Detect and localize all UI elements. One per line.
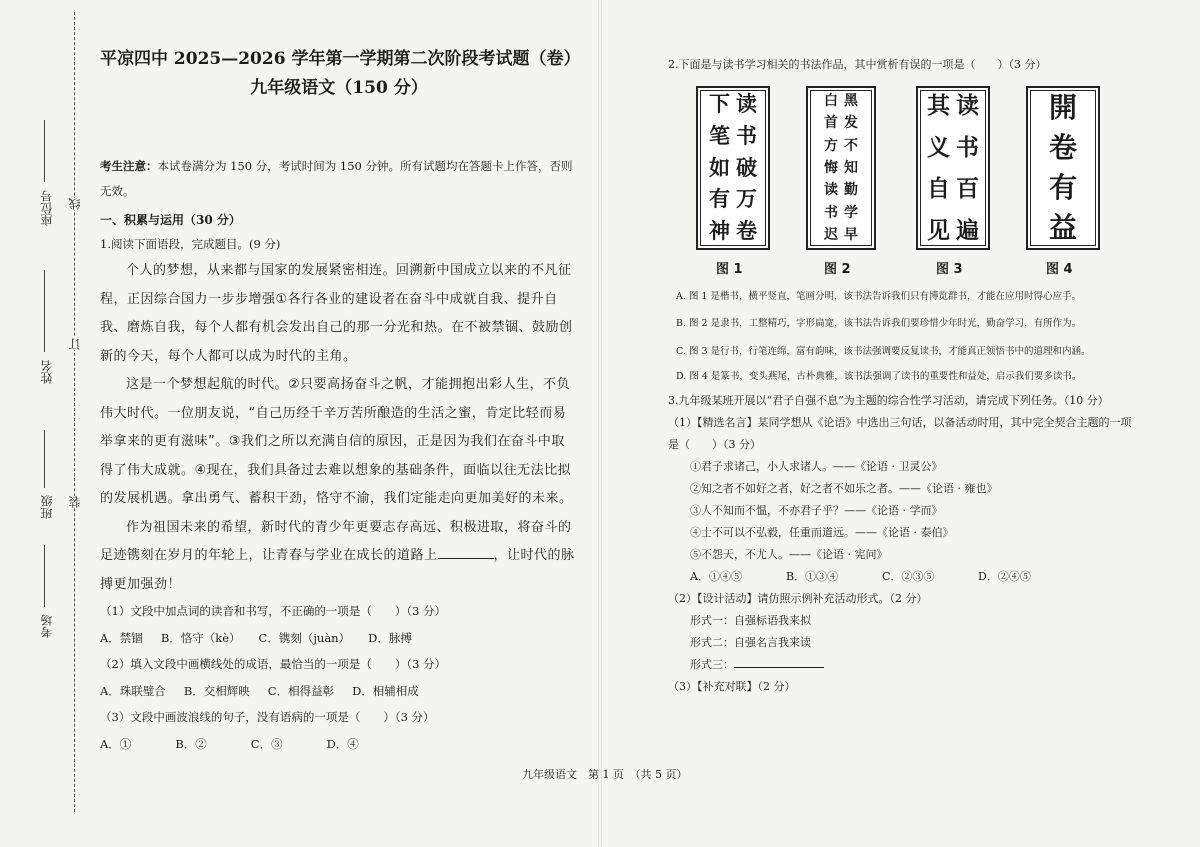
figure-label-4: 图 4 xyxy=(1046,262,1073,277)
figure-label-1: 图 1 xyxy=(716,262,743,277)
calligraphy-column xyxy=(736,94,757,242)
subquestion-3-2: （2）【设计活动】请仿照示例补充活动形式。（2 分） xyxy=(668,592,928,605)
form-2: 形式二：自强名言我来读 xyxy=(690,636,811,649)
name-blank xyxy=(44,270,45,352)
name-label: 姓名 xyxy=(40,360,54,384)
class-label: 班级 xyxy=(40,495,54,519)
option: A．禁锢 xyxy=(100,631,143,645)
option: C．相得益彰 xyxy=(267,684,335,698)
class-blank xyxy=(44,430,45,488)
calligraphy-char: 早 xyxy=(844,226,858,243)
calligraphy-fig-2 xyxy=(806,86,876,250)
calligraphy-char: 益 xyxy=(1048,211,1077,244)
quote-3: ③人不知而不愠，不亦君子乎？——《论语 · 学而》 xyxy=(690,504,943,517)
calligraphy-char: 勤 xyxy=(844,182,858,199)
calligraphy-column xyxy=(709,94,730,242)
notice-label: 考生注意： xyxy=(100,159,158,173)
calligraphy-char: 读 xyxy=(956,92,979,119)
calligraphy-char: 学 xyxy=(844,204,858,221)
calligraphy-char: 读 xyxy=(736,92,757,116)
calligraphy-column xyxy=(927,94,950,242)
calligraphy-column xyxy=(956,94,979,242)
binding-line-char: 线 xyxy=(68,198,82,210)
subquestion-1-3: （3）文段中画波浪线的句子，没有语病的一项是（ ）（3 分） xyxy=(100,710,435,724)
calligraphy-char: 迟 xyxy=(824,226,838,243)
seat-blank xyxy=(44,120,45,182)
option: C．②③⑤ xyxy=(882,570,935,583)
passage-paragraph-2: 这是一个梦想起航的时代。②只要高扬奋斗之帆，才能拥抱出彩人生，不负伟大时代。一位朋友说，“自己历经千辛万苦所酿造的生活之蜜，肯定比轻而易举拿来的更有滋味”。③我们之所以充满自信的原因，正是因为我们在奋斗中取得了伟大成就。④现在，我们具备过去难以想象的基础条件，面临以往无法比拟的发展机遇。拿出勇气、蓄积干劲，恪守不渝，我们定能走向更加美好的未来。 xyxy=(100,377,573,506)
exam-title: 平凉四中 2025—2026 学年第一学期第二次阶段考试题（卷） xyxy=(100,49,581,69)
option: D．④ xyxy=(326,737,359,751)
page-footer: 九年级语文 第 1 页 （共 5 页） xyxy=(522,768,688,781)
passage-paragraph-1: 个人的梦想，从来都与国家的发展紧密相连。回溯新中国成立以来的不凡征程，正因综合国力一步步增强①各行各业的建设者在奋斗中成就自我、提升自我、磨炼自我，每个人都有机会发出自己的那一分光和热。在不被禁锢、鼓励创新的今天，每个人都可以成为时代的主角。 xyxy=(100,263,573,364)
calligraphy-char: 发 xyxy=(844,115,858,132)
calligraphy-fig-4 xyxy=(1026,86,1100,250)
question-2-option-b: B. 图 2 是隶书，工整精巧，字形扁宽，该书法告诉我们要珍惜少年时光，勤奋学习，有所作为。 xyxy=(676,318,1082,329)
calligraphy-char: 其 xyxy=(927,92,950,119)
calligraphy-char: 读 xyxy=(824,182,838,199)
subquestion-1-1-options xyxy=(100,624,578,652)
quote-5: ⑤不怨天，不尤人。——《论语 · 宪问》 xyxy=(690,548,888,561)
option: D．②④⑤ xyxy=(978,570,1031,583)
question-2-stem: 2.下面是与读书学习相关的书法作品，其中赏析有误的一项是（ ）（3 分） xyxy=(668,58,1047,71)
passage-p3-start: 作为祖国未来的希望，新时代的青少年更要志存高远、积极进取，将奋斗的足迹镌刻在岁月的年轮上，让青春与学业在成长的道路上 xyxy=(100,519,572,563)
binding-dashed-line xyxy=(74,12,75,812)
question-3-block xyxy=(668,390,1138,698)
section-one-heading: 一、积累与运用（30 分） xyxy=(100,213,241,227)
calligraphy-char: 书 xyxy=(824,204,838,221)
calligraphy-fig-1 xyxy=(696,86,770,250)
binding-ding-char: 订 xyxy=(68,338,82,350)
quote-2: ②知之者不如好之者，好之者不如乐之者。——《论语 · 雍也》 xyxy=(690,482,998,495)
calligraphy-char: 悔 xyxy=(824,159,838,176)
exam-notice xyxy=(100,154,578,204)
calligraphy-char: 破 xyxy=(736,155,757,180)
option: C．镌刻（juàn） xyxy=(258,631,351,645)
calligraphy-char: 自 xyxy=(927,175,950,203)
calligraphy-char: 有 xyxy=(1048,171,1077,204)
calligraphy-char: 下 xyxy=(709,92,730,116)
option: A．珠联璧合 xyxy=(100,684,166,698)
figure-label-2: 图 2 xyxy=(824,262,851,277)
calligraphy-char: 义 xyxy=(927,133,950,161)
question-3-stem: 3.九年级某班开展以“君子自强不息”为主题的综合性学习活动，请完成下列任务。（10 分） xyxy=(668,394,1109,407)
room-label: 考场 xyxy=(40,614,54,638)
option: D．相辅相成 xyxy=(352,684,419,698)
form-3 xyxy=(668,654,1138,676)
calligraphy-char: 有 xyxy=(709,187,730,212)
calligraphy-row xyxy=(696,86,1116,256)
option: D．脉搏 xyxy=(368,631,412,645)
calligraphy-char: 方 xyxy=(824,137,838,154)
question-2-option-a: A. 图 1 是楷书，横平竖直，笔画分明，该书法告诉我们只有博览群书，才能在应用时得心应手。 xyxy=(676,291,1081,302)
quote-options xyxy=(668,566,1138,588)
exam-subtitle: 九年级语文（150 分） xyxy=(250,78,428,98)
calligraphy-char: 遍 xyxy=(956,216,979,244)
binding-zhuang-char: 装 xyxy=(68,496,82,508)
question-1-stem: 1.阅读下面语段，完成题目。(9 分) xyxy=(100,237,281,251)
notice-text: 本试卷满分为 150 分，考试时间为 150 分钟。所有试题均在答题卡上作答，否则无效。 xyxy=(100,159,573,198)
calligraphy-char: 见 xyxy=(927,216,950,244)
room-blank xyxy=(44,545,45,607)
subquestion-3-3: （3）【补充对联】（2 分） xyxy=(668,680,796,693)
form-1: 形式一：自强标语我来拟 xyxy=(690,614,811,627)
option: B．恪守（kè） xyxy=(160,631,241,645)
calligraphy-char: 百 xyxy=(956,175,979,203)
question-1-passage xyxy=(100,257,578,599)
calligraphy-fig-3 xyxy=(916,86,990,250)
calligraphy-char: 白 xyxy=(824,93,838,109)
calligraphy-char: 书 xyxy=(956,133,979,161)
seat-label: 座位号 xyxy=(40,190,54,226)
calligraphy-column xyxy=(1048,91,1077,244)
calligraphy-char: 卷 xyxy=(1048,131,1077,164)
calligraphy-char: 神 xyxy=(709,219,730,243)
calligraphy-char: 不 xyxy=(844,137,858,154)
calligraphy-char: 卷 xyxy=(736,219,757,243)
calligraphy-char: 開 xyxy=(1048,91,1077,124)
subquestion-3-1: （1）【精选名言】某同学想从《论语》中选出三句话，以备活动时用，其中完全契合主题的一项是（ ）（3 分） xyxy=(668,416,1132,451)
calligraphy-char: 万 xyxy=(736,187,757,212)
calligraphy-char: 书 xyxy=(736,123,757,148)
quote-1: ①君子求诸己，小人求诸人。——《论语 · 卫灵公》 xyxy=(690,460,943,473)
option: B．② xyxy=(175,737,207,751)
answer-blank xyxy=(438,546,494,559)
option: C．③ xyxy=(250,737,283,751)
calligraphy-char: 首 xyxy=(824,115,838,132)
calligraphy-column xyxy=(844,94,858,242)
option: B．交相辉映 xyxy=(183,684,250,698)
subquestion-1-1: （1）文段中加点词的读音和书写，不正确的一项是（ ）（3 分） xyxy=(100,604,447,618)
form-3-blank xyxy=(734,656,824,668)
option: B．①③④ xyxy=(786,570,839,583)
subquestion-1-3-options xyxy=(100,730,578,758)
passage-p3-end: ，让时代的脉搏更加强劲！ xyxy=(100,548,575,592)
option: A．① xyxy=(100,737,132,751)
calligraphy-char: 黑 xyxy=(844,93,858,109)
question-2-option-d: D. 图 4 是篆书，变头燕尾，古朴典雅，该书法强调了读书的重要性和益处，启示我们要多读书。 xyxy=(676,371,1082,382)
calligraphy-char: 如 xyxy=(709,155,730,180)
passage-paragraph-3 xyxy=(100,514,578,600)
question-2-option-c: C. 图 3 是行书，行笔连绵，富有韵味，该书法强调要反复读书，才能真正领悟书中的道理和内涵。 xyxy=(676,346,1091,357)
figure-label-3: 图 3 xyxy=(936,262,963,277)
subquestion-1-2-options xyxy=(100,677,578,705)
form-3-label: 形式三： xyxy=(690,658,734,671)
subquestion-1-2: （2）填入文段中画横线处的成语，最恰当的一项是（ ）（3 分） xyxy=(100,657,447,671)
option: A．①④⑤ xyxy=(690,570,742,583)
calligraphy-column xyxy=(824,94,838,242)
calligraphy-char: 笔 xyxy=(709,123,730,148)
calligraphy-char: 知 xyxy=(844,159,858,176)
quote-4: ④士不可以不弘毅，任重而道远。——《论语 · 泰伯》 xyxy=(690,526,954,539)
